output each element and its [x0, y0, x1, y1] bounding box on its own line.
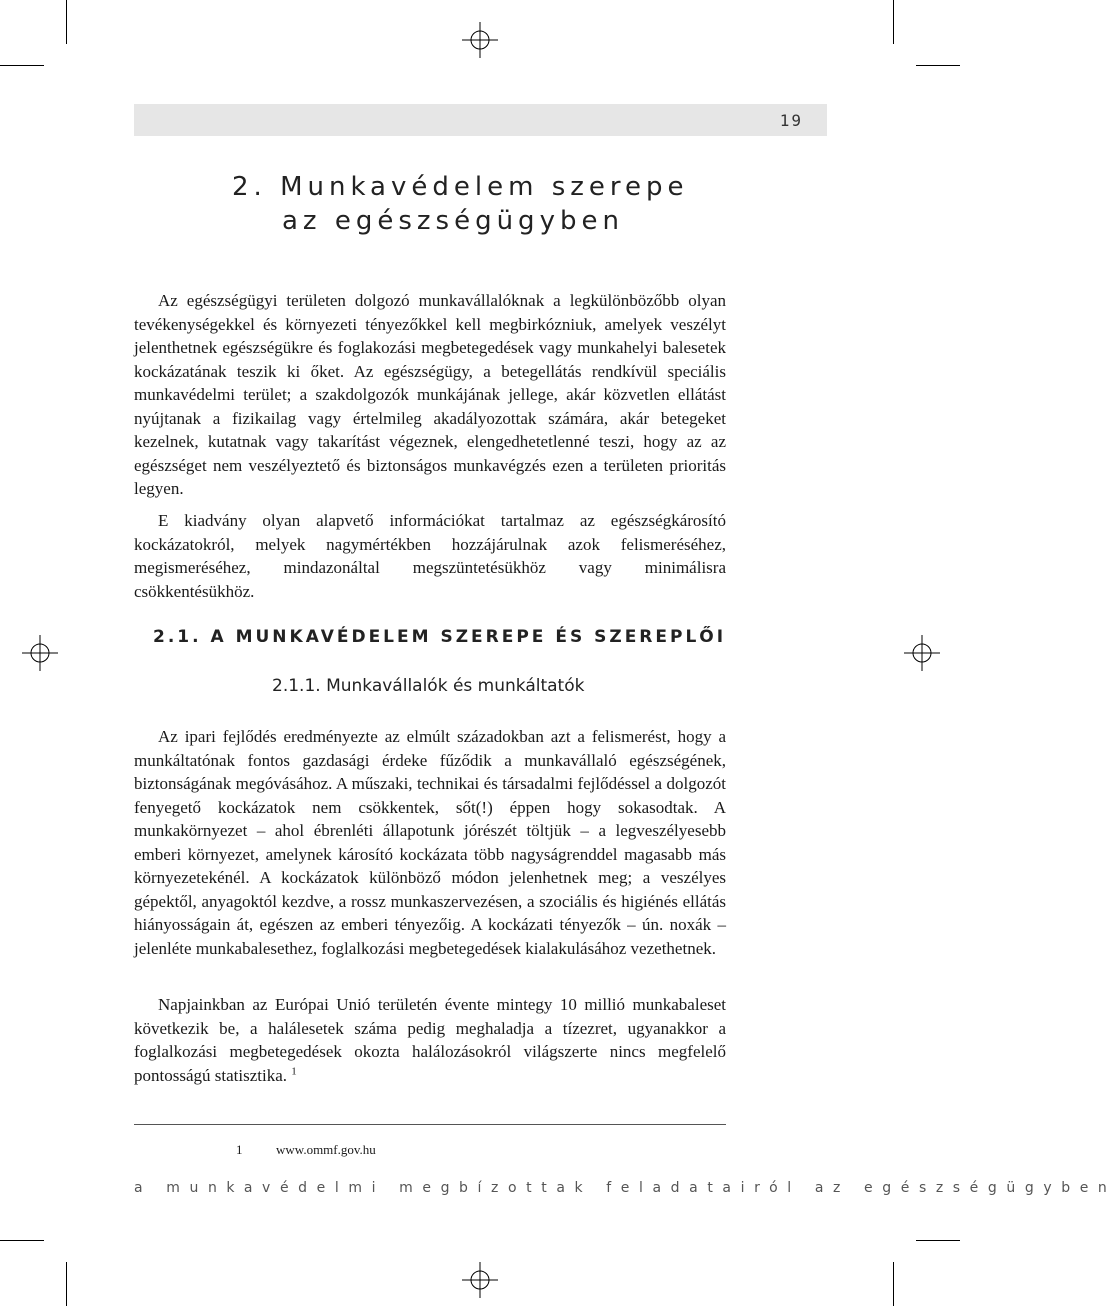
footnote-number: 1: [236, 1142, 243, 1157]
chapter-title-line2: az egészségügyben: [282, 206, 624, 236]
section-heading: 2.1. A MUNKAVÉDELEM SZEREPE ÉS SZEREPLŐI: [153, 627, 727, 647]
crop-mark: [0, 65, 44, 66]
crop-mark: [916, 65, 960, 66]
footnote-link[interactable]: www.ommf.gov.hu: [276, 1142, 376, 1157]
registration-mark-icon: [22, 635, 58, 671]
footnote-divider: [134, 1124, 726, 1125]
paragraph: [134, 289, 726, 501]
registration-mark-icon: [462, 22, 498, 58]
registration-mark-icon: [462, 1262, 498, 1298]
crop-mark: [893, 1262, 894, 1306]
footnote-reference[interactable]: 1: [291, 1064, 297, 1077]
chapter-title: [232, 170, 689, 238]
paragraph: [134, 509, 726, 603]
crop-mark: [916, 1240, 960, 1241]
paragraph-text: E kiadvány olyan alapvető információkat tartalmaz az egészségkárosító kockázatokról, melyek nagymértékben hozzájárulnak azok felismeréséhez, megismeréséhez, mindazonáltal megszüntetésükhöz vagy minimálisra csökkentésükhöz.: [134, 511, 726, 601]
crop-mark: [0, 1240, 44, 1241]
crop-mark: [893, 0, 894, 44]
paragraph: [134, 725, 726, 960]
paragraph-text: Napjainkban az Európai Unió területén évente mintegy 10 millió munkabaleset következik be, a halálesetek száma pedig meghaladja a tízezret, ugyanakkor a foglalkozási megbetegedések okozta halálozásokról világszerte nincs megfelelő pontosságú statisztika.: [134, 995, 726, 1085]
paragraph-text: Az ipari fejlődés eredményezte az elmúlt századokban azt a felismerést, hogy a munkáltatónak fontos gazdasági érdeke fűződik a munkavállaló egészségének, biztonságának megóvásához. A műszaki, technikai és társadalmi fejlődéssel a dolgozót fenyegető kockázatok nem csökkentek, sőt(!) éppen hogy sokasodtak. A munkakörnyezet – ahol ébrenléti állapotunk jórészét töltjük – a legveszélyesebb emberi környezet, amelynek károsító kockázata több nagyságrenddel magasabb más környezetekénél. A kockázatok különböző módon jelenhetnek meg; a veszélyes gépektől, anyagoktól kezdve, a rossz munkaszervezésen, a szociális és higiénés ellátás hiányosságain át, egészen az emberi tényezőig. A kockázati tényezők – ún. noxák – jelenléte munkabalesethez, foglalkozási megbetegedések kialakulásához vezethetnek.: [134, 727, 726, 958]
running-footer: a munkavédelmi megbízottak feladatairól az egészségügyben: [134, 1180, 1116, 1196]
registration-mark-icon: [904, 635, 940, 671]
chapter-title-line1: 2. Munkavédelem szerepe: [232, 172, 689, 202]
paragraph-text: Az egészségügyi területen dolgozó munkavállalóknak a legkülönbözőbb olyan tevékenységekkel és környezeti tényezőkkel kell megbirkózniuk, amelyek veszélyt jelenthetnek egészségükre és foglakozási megbetegedések vagy munkahelyi balesetek kockázatának teszik ki őket. Az egészségügy, a betegellátás rendkívül speciális munkavédelmi terület; a szakdolgozók munkájának jellege, akár közvetlen ellátást nyújtanak a fizikailag vagy értelmileg akadályozottak számára, akár betegeket kezelnek, kutatnak vagy takarítást végeznek, elengedhetetlenné teszi, hogy az az egészséget nem veszélyeztető és biztonságos munkavégzés ezen a területen prioritás legyen.: [134, 291, 726, 498]
page-number: 19: [779, 111, 803, 130]
footnote: [236, 1142, 376, 1158]
paragraph: [134, 993, 726, 1087]
subsection-heading: 2.1.1. Munkavállalók és munkáltatók: [272, 676, 585, 696]
page-header-bar: [134, 104, 827, 136]
crop-mark: [66, 0, 67, 44]
crop-mark: [66, 1262, 67, 1306]
